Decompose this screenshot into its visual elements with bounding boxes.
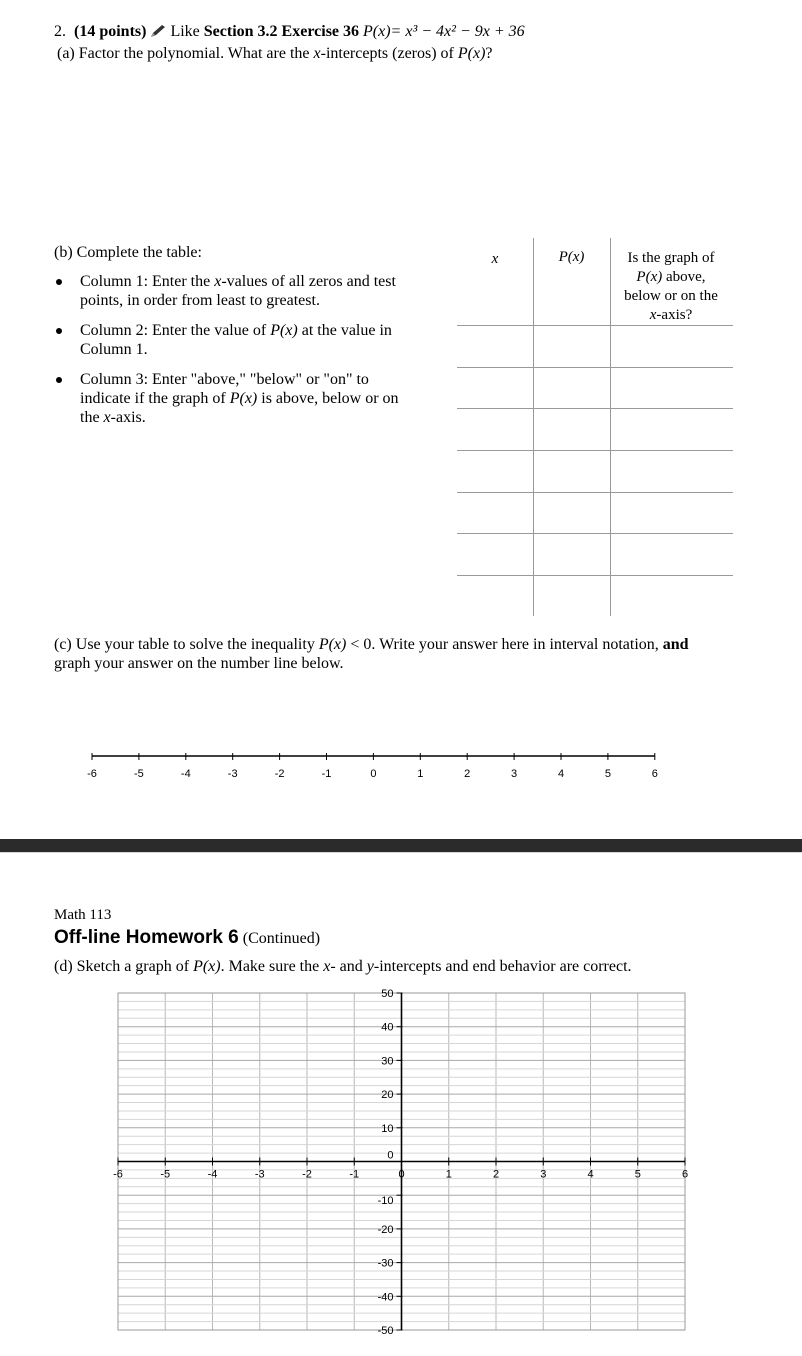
table-row-line	[457, 450, 733, 451]
page-divider	[0, 839, 802, 852]
y-axis-tick-label: 20	[381, 1089, 394, 1102]
bullet-2-func: P(x)	[270, 322, 298, 339]
page-divider-shadow	[0, 852, 802, 853]
homework-title-text: Off-line Homework 6	[54, 927, 239, 948]
y-axis-tick-label: -20	[377, 1223, 394, 1236]
bullet-dot	[56, 377, 62, 383]
problem-header	[54, 22, 525, 43]
table-col-divider	[533, 238, 534, 616]
bullet-2-line2: Column 1.	[80, 341, 148, 358]
table-col-divider	[610, 238, 611, 616]
table-row-line	[457, 492, 733, 493]
y-axis-tick-label: 10	[381, 1122, 394, 1135]
bullet-2-text-b: at the value in	[297, 322, 392, 339]
part-a-rest: -intercepts (zeros) of	[320, 45, 454, 62]
part-c-mid: < 0. Write your answer here in interval notation,	[346, 636, 663, 653]
y-axis-tick-label: -30	[377, 1257, 394, 1270]
bullet-3-line2a: indicate if the graph of	[80, 390, 230, 407]
table-header-x: x	[491, 251, 499, 267]
bullet-1	[80, 272, 396, 310]
x-axis-tick-label: -5	[160, 1168, 171, 1181]
part-d-end: -intercepts and end behavior are correct.	[373, 958, 632, 975]
number-line-tick-label: 3	[511, 768, 518, 780]
homework-title	[54, 927, 320, 949]
part-a-text: (a) Factor the polynomial. What are the	[57, 45, 310, 62]
graph-grid[interactable]	[110, 985, 700, 1345]
x-axis-tick-label: 0	[398, 1168, 405, 1181]
y-axis-tick-label: 0	[387, 1149, 394, 1162]
number-line-tick-label: 2	[464, 768, 471, 780]
number-line-tick-label: -2	[274, 768, 285, 780]
table-header-graph-l4: -axis?	[656, 307, 693, 323]
part-d-text: (d) Sketch a graph of	[54, 958, 194, 975]
part-d-prompt	[54, 957, 632, 976]
problem-number: 2.	[54, 23, 66, 40]
problem-points: (14 points)	[74, 23, 147, 40]
bullet-3-func: P(x)	[229, 390, 258, 407]
x-axis-tick-label: -6	[113, 1168, 123, 1181]
y-axis-tick-label: 50	[381, 988, 394, 1000]
number-line-tick-label: 6	[651, 768, 658, 780]
number-line-tick-label: 4	[557, 768, 565, 780]
bullet-3-line3a: the	[80, 409, 104, 426]
table-row-line	[457, 325, 733, 326]
like-text: Like	[170, 23, 200, 40]
number-line-tick-label: -6	[87, 768, 97, 780]
part-c-func: P(x)	[318, 636, 347, 653]
part-c-text: (c) Use your table to solve the inequality	[54, 636, 319, 653]
pencil-icon	[150, 24, 166, 43]
bullet-1-line2: points, in order from least to greatest.	[80, 292, 320, 309]
x-axis-tick-label: 5	[634, 1168, 641, 1181]
table-row-line	[457, 533, 733, 534]
table-header-graph-l2: above,	[662, 269, 706, 285]
bullet-3-line3b: -axis.	[110, 409, 146, 426]
table-header-graph-l3: below or on the	[624, 288, 718, 304]
function-expression: = x³ − 4x² − 9x + 36	[390, 23, 525, 40]
part-a-x: x	[313, 45, 321, 62]
bullet-dot	[56, 279, 62, 285]
x-axis-tick-label: 4	[587, 1168, 594, 1181]
bullet-3-line2b: is above, below or on	[257, 390, 399, 407]
y-axis-tick-label: -10	[377, 1195, 394, 1208]
part-d-x: x	[323, 958, 331, 975]
y-axis-tick-label: -50	[377, 1325, 394, 1337]
part-d-y: y	[366, 958, 374, 975]
number-line-tick-label: 5	[604, 768, 611, 780]
bullet-3-x: x	[103, 409, 111, 426]
continued-label: (Continued)	[242, 930, 321, 947]
x-axis-tick-label: -4	[207, 1168, 218, 1181]
number-line-tick-label: -4	[180, 768, 191, 780]
part-d-and: - and	[330, 958, 367, 975]
x-axis-tick-label: -3	[254, 1168, 265, 1181]
number-line-tick-label: -5	[134, 768, 144, 780]
part-a-prompt	[57, 44, 493, 63]
x-axis-tick-label: 2	[492, 1168, 500, 1181]
part-b-label: (b) Complete the table:	[54, 244, 202, 261]
bullet-2-text: Column 2: Enter the value of	[80, 322, 271, 339]
x-axis-tick-label: -2	[302, 1168, 312, 1181]
part-c-and: and	[662, 636, 689, 653]
x-axis-tick-label: 3	[540, 1168, 547, 1181]
number-line[interactable]	[80, 745, 670, 790]
part-a-end: ?	[485, 45, 493, 62]
section-ref: Section 3.2 Exercise 36	[203, 23, 360, 40]
bullet-3-line1: Column 3: Enter "above," "below" or "on" to	[80, 371, 369, 388]
y-axis-tick-label: 40	[381, 1021, 394, 1034]
number-line-tick-label: -3	[227, 768, 238, 780]
table-header-graph-l1: Is the graph of	[627, 250, 715, 266]
bullet-3	[80, 370, 399, 427]
table-header-graph-func: P(x)	[636, 269, 663, 285]
part-c-line2: graph your answer on the number line below.	[54, 655, 344, 672]
x-axis-tick-label: 6	[681, 1168, 689, 1181]
bullet-1-text-b: -values of all zeros and test	[221, 273, 396, 290]
part-a-func: P(x)	[457, 45, 486, 62]
table-row-line	[457, 408, 733, 409]
y-axis-tick-label: -40	[377, 1291, 394, 1304]
number-line-tick-label: -1	[321, 768, 332, 780]
part-d-func: P(x)	[193, 958, 221, 975]
y-axis-tick-label: 30	[381, 1055, 394, 1068]
table-header-px: P(x)	[558, 249, 585, 265]
number-line-tick-label: 1	[417, 768, 424, 780]
bullet-1-text: Column 1: Enter the	[80, 273, 215, 290]
number-line-tick-label: 0	[370, 768, 377, 780]
part-d-mid: . Make sure the	[220, 958, 324, 975]
table-row-line	[457, 367, 733, 368]
table-header-graph-x: x	[649, 307, 657, 323]
x-axis-tick-label: -1	[349, 1168, 360, 1181]
part-c-prompt	[54, 635, 689, 673]
function-name: P(x)	[363, 23, 391, 40]
x-axis-tick-label: 1	[445, 1168, 452, 1181]
bullet-dot	[56, 328, 62, 334]
bullet-2	[80, 321, 392, 359]
table-header-graph	[610, 249, 732, 325]
bullet-1-x: x	[214, 273, 222, 290]
course-label: Math 113	[54, 907, 112, 923]
table-row-line	[457, 575, 733, 576]
